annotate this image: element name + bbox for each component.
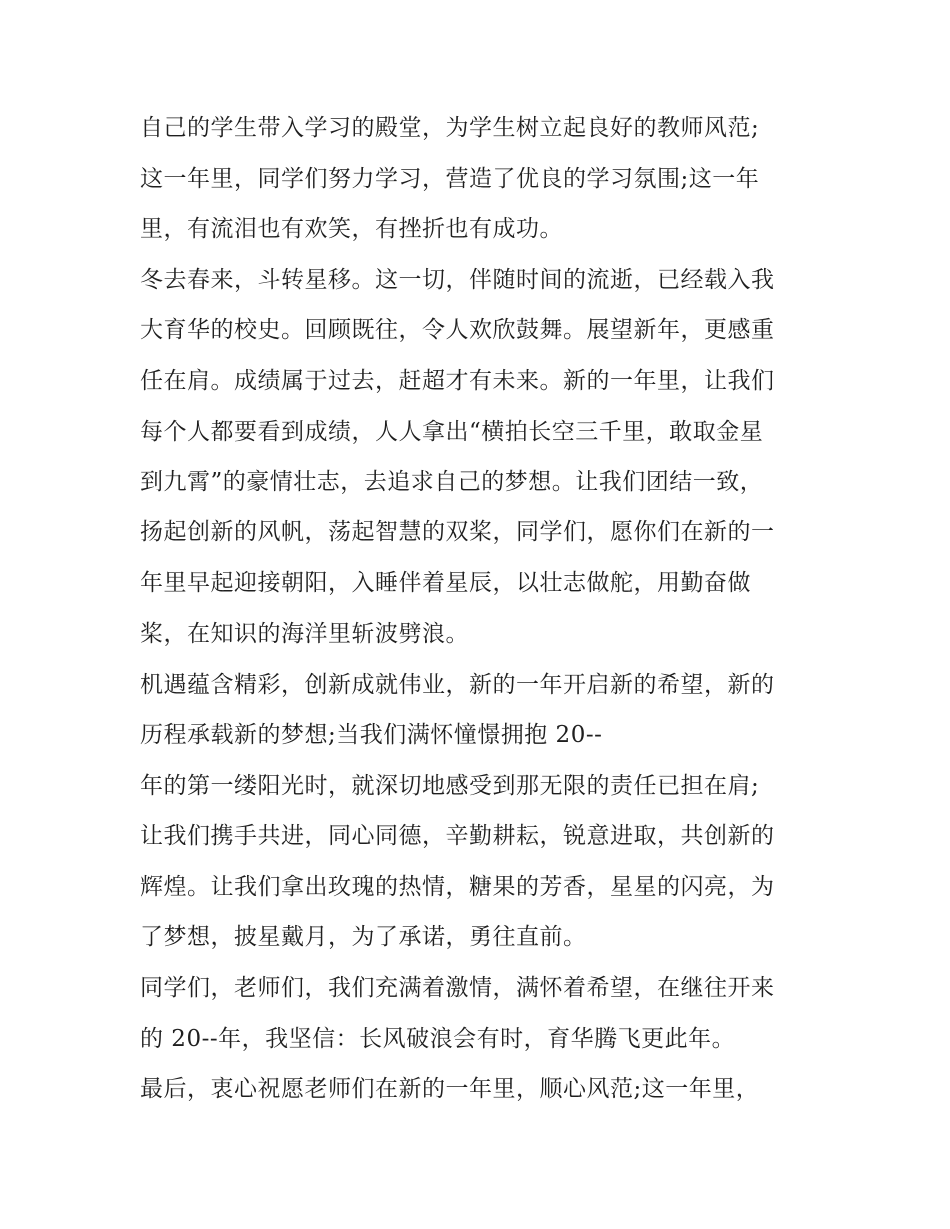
text-line: 最后，衷心祝愿老师们在新的一年里，顺心风范;这一年里， bbox=[140, 1076, 760, 1102]
text-line: 了梦想，披星戴月，为了承诺，勇往直前。 bbox=[140, 924, 587, 950]
text-line: 桨，在知识的海洋里斩波劈浪。 bbox=[140, 621, 469, 647]
text-line: 机遇蕴含精彩，创新成就伟业，新的一年开启新的希望，新的 bbox=[140, 672, 775, 698]
text-line: 任在肩。成绩属于过去，赶超才有未来。新的一年里，让我们 bbox=[140, 368, 775, 394]
text-line: 到九霄”的豪情壮志，去追求自己的梦想。让我们团结一致， bbox=[140, 469, 764, 495]
text-line: 每个人都要看到成绩，人人拿出“横拍长空三千里，敢取金星 bbox=[140, 419, 764, 445]
text-line: 大育华的校史。回顾既往，令人欢欣鼓舞。展望新年，更感重 bbox=[140, 317, 775, 343]
text-line: 冬去春来，斗转星移。这一切，伴随时间的流逝，已经载入我 bbox=[140, 267, 775, 293]
text-line: 年里早起迎接朝阳，入睡伴着星辰，以壮志做舵，用勤奋做 bbox=[140, 570, 751, 596]
text-line: 自己的学生带入学习的殿堂，为学生树立起良好的教师风范; bbox=[140, 115, 760, 141]
text-line: 的 20--年，我坚信：长风破浪会有时，育华腾飞更此年。 bbox=[140, 1026, 736, 1052]
text-line: 让我们携手共进，同心同德，辛勤耕耘，锐意进取，共创新的 bbox=[140, 823, 775, 849]
text-line: 同学们，老师们，我们充满着激情，满怀着希望，在继往开来 bbox=[140, 975, 775, 1001]
text-line: 这一年里，同学们努力学习，营造了优良的学习氛围;这一年 bbox=[140, 166, 760, 192]
text-line: 历程承载新的梦想;当我们满怀憧憬拥抱 20-- bbox=[140, 722, 603, 748]
text-line: 年的第一缕阳光时，就深切地感受到那无限的责任已担在肩; bbox=[140, 773, 760, 799]
text-line: 扬起创新的风帆，荡起智慧的双桨，同学们，愿你们在新的一 bbox=[140, 519, 775, 545]
text-line: 辉煌。让我们拿出玫瑰的热情，糖果的芳香，星星的闪亮，为 bbox=[140, 874, 775, 900]
text-line: 里，有流泪也有欢笑，有挫折也有成功。 bbox=[140, 216, 563, 242]
